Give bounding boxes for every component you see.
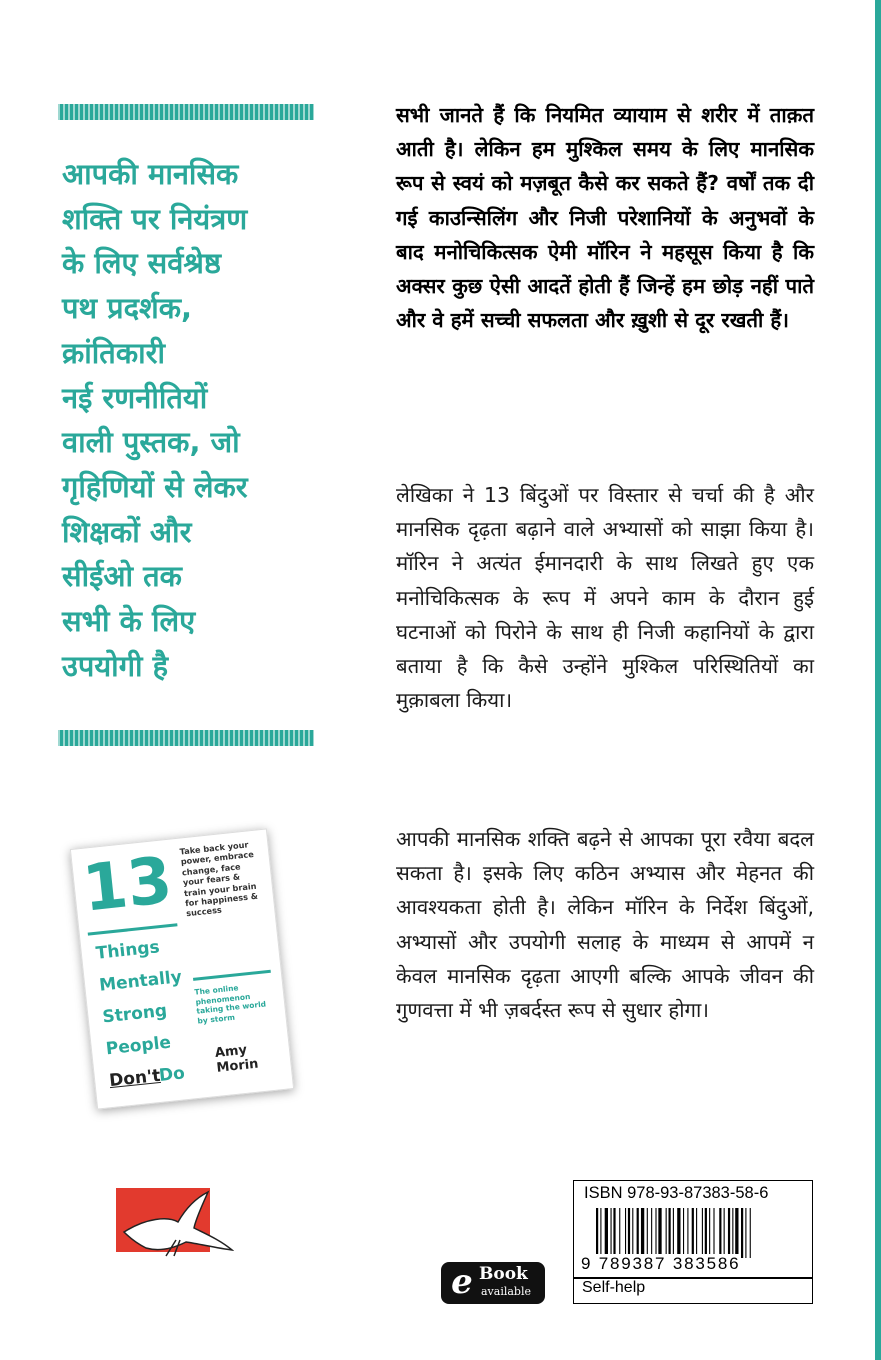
barcode-bar	[709, 1208, 710, 1258]
barcode-bar	[632, 1208, 633, 1258]
ebook-sub: available	[481, 1285, 531, 1298]
ebook-letter: e	[451, 1262, 473, 1302]
cover-title-word: Things	[94, 937, 161, 964]
barcode-bar	[696, 1208, 697, 1258]
barcode-bar	[651, 1208, 652, 1258]
barcode-digits	[580, 1254, 808, 1274]
body-paragraph-3: आपकी मानसिक शक्ति बढ़ने से आपका पूरा रवैया बदल सकता है। इसके लिए कठिन अभ्यास और मेहनत की आवश्यकता होती है। लेकिन मॉरिन के निर्देश बिंदुओं, अभ्यासों और उपयोगी सलाह के माध्यम से आपमें न केवल मानसिक दृढ़ता आएगी बल्कि आपके जीवन की गुणवत्ता में भी ज़बर्दस्त रूप से सुधार होगा।	[396, 827, 814, 1023]
barcode-bar	[683, 1208, 684, 1258]
barcode-bar	[628, 1208, 630, 1258]
barcode-bar	[750, 1208, 751, 1258]
barcode-bar	[605, 1208, 608, 1258]
cover-title-word: Strong	[101, 1000, 169, 1028]
book-cover-thumbnail	[70, 828, 294, 1109]
barcode-bar	[625, 1208, 626, 1258]
category-label: Self-help	[582, 1279, 646, 1296]
cover-title-dont: Don't	[108, 1065, 162, 1092]
cover-number: 13	[79, 843, 176, 927]
barcode-bar	[647, 1208, 648, 1258]
barcode-bar	[641, 1208, 644, 1258]
barcode-bar	[673, 1208, 674, 1258]
barcode-bar	[719, 1208, 721, 1258]
body-paragraph-2: लेखिका ने 13 बिंदुओं पर विस्तार से चर्चा की है और मानसिक दृढ़ता बढ़ाने वाले अभ्यासों को साझा किया है। मॉरिन ने अत्यंत ईमानदारी के साथ लिखते हुए एक मनोचिकित्सक के रूप में अपने काम के दौरान हुई घटनाओं को पिरोने के साथ ही निजी कहानियों के द्वारा बताया है कि कैसे उन्होंने मुश्किल परिस्थितियों का मुक़ाबला किया।	[396, 483, 814, 713]
cover-author-first: Amy	[214, 1042, 248, 1061]
cover-blurb: Take back your power, embrace change, face your fears & train your brain for happiness & success	[179, 839, 259, 919]
barcode-digits-text: 9 789387 383586	[581, 1254, 741, 1273]
cover-tagline: The online phenomenon taking the world by storm	[194, 983, 267, 1026]
barcode-bar	[745, 1208, 746, 1258]
barcode-bar	[666, 1208, 667, 1258]
barcode-bars	[596, 1208, 796, 1258]
barcode-bar	[692, 1208, 694, 1258]
cover-title-do: Do	[158, 1063, 186, 1086]
barcode-bar	[596, 1208, 598, 1258]
publisher-bird-logo	[116, 1188, 234, 1258]
pull-quote: आपकी मानसिक शक्ति पर नियंत्रण के लिए सर्वश्रेष्ठ पथ प्रदर्शक, क्रांतिकारी नई रणनीतियों वाली पुस्तक, जो गृहिणियों से लेकर शिक्षकों और सीईओ तक सभी के लिए उपयोगी है	[62, 157, 248, 683]
intro-paragraph: सभी जानते हैं कि नियमित व्यायाम से शरीर में ताक़त आती है। लेकिन हम मुश्किल समय के लिए मानसिक रूप से स्वयं को मज़बूत कैसे कर सकते हैं? वर्षों तक दी गई काउन्सिलिंग और निजी परेशानियों के अनुभवों के बाद मनोचिकित्सक ऐमी मॉरिन ने महसूस किया है कि अक्सर कुछ ऐसी आदतें होती हैं जिन्हें हम छोड़ नहीं पाते और वे हमें सच्ची सफलता और ख़ुशी से दूर रखती हैं।	[396, 103, 814, 333]
isbn-barcode-box	[573, 1180, 813, 1304]
cover-author-last: Morin	[215, 1056, 260, 1076]
cover-title-word: People	[104, 1032, 172, 1060]
barcode-bar	[728, 1208, 730, 1258]
cover-author	[214, 1039, 287, 1076]
barcode-bar	[732, 1208, 733, 1258]
barcode-bar	[637, 1208, 639, 1258]
barcode-bar	[611, 1208, 612, 1258]
barcode-bar	[735, 1208, 738, 1258]
barcode-bar	[655, 1208, 656, 1258]
barcode-bar	[613, 1208, 615, 1258]
barcode-bar	[658, 1208, 661, 1258]
barcode-bar	[702, 1208, 703, 1258]
ebook-available-badge	[441, 1262, 545, 1304]
barcode-bar	[669, 1208, 671, 1258]
barcode-bar	[619, 1208, 620, 1258]
isbn-text: ISBN 978-93-87383-58-6	[584, 1184, 769, 1202]
barcode-bar	[724, 1208, 725, 1258]
bottom-decorative-stripe	[58, 730, 314, 746]
top-decorative-stripe	[58, 104, 314, 120]
cover-rule-mid	[193, 970, 271, 981]
barcode-bar	[705, 1208, 707, 1258]
barcode-bar	[600, 1208, 601, 1258]
barcode-bar	[687, 1208, 688, 1258]
cover-title-word: Mentally	[98, 967, 183, 996]
barcode-bar	[677, 1208, 680, 1258]
barcode-bar	[713, 1208, 714, 1258]
ebook-word: Book	[479, 1264, 528, 1284]
right-edge-border	[875, 0, 881, 1360]
barcode-bar	[741, 1208, 743, 1258]
